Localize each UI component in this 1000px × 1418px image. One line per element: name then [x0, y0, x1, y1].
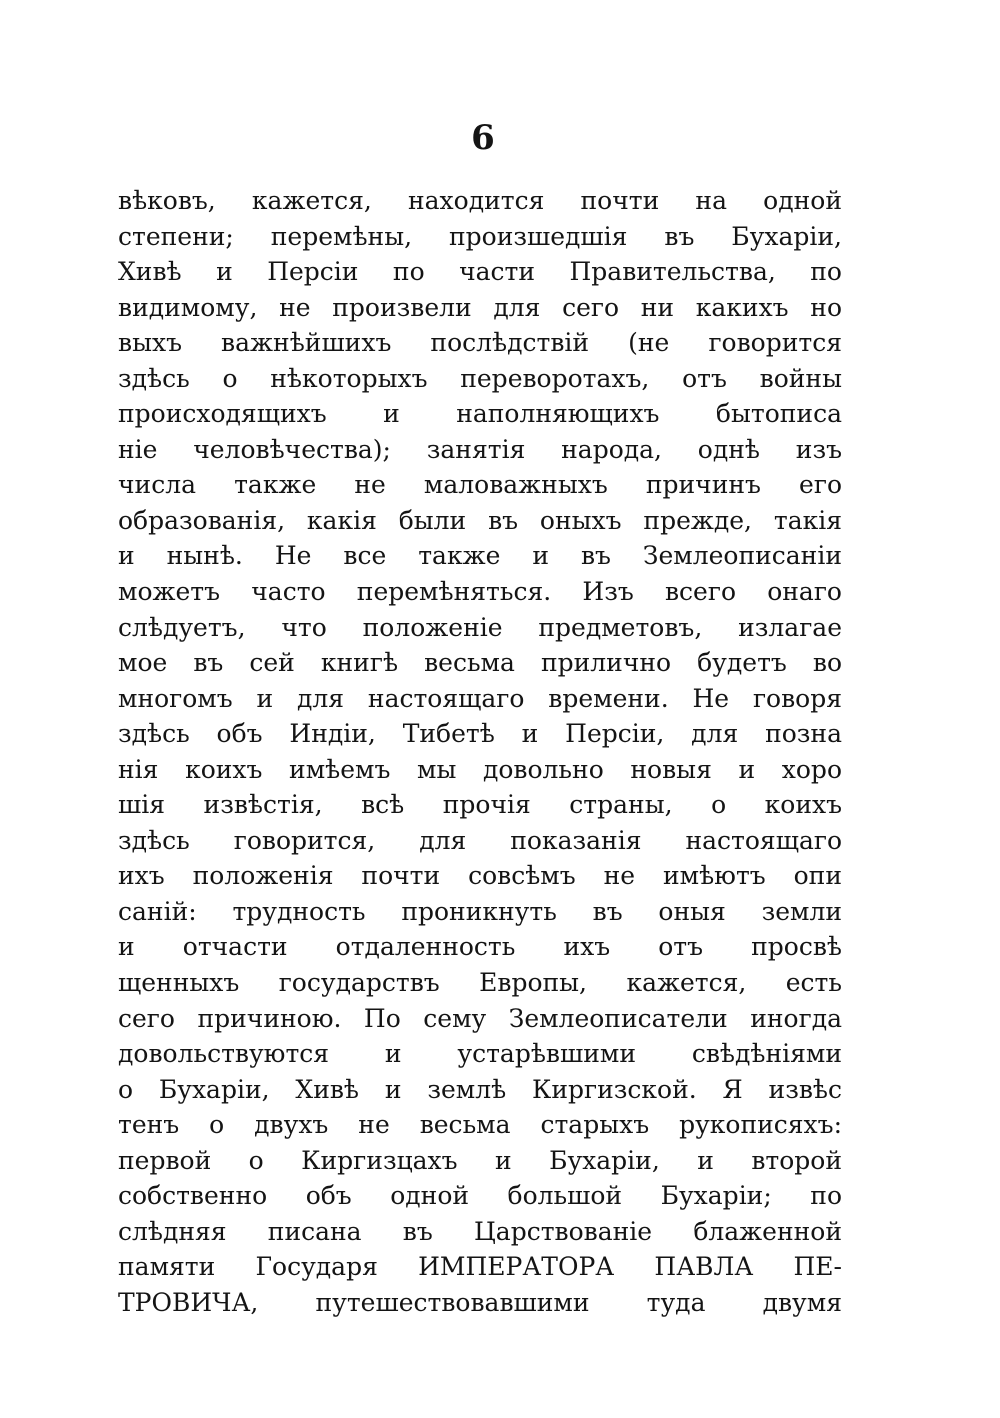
text-line: образованія, какія были въ оныхъ прежде, такія	[118, 505, 842, 535]
text-line: ТРОВИЧА, путешествовавшими туда двумя	[118, 1287, 842, 1317]
text-line: и нынѣ. Не все также и въ Землеописаніи	[118, 541, 842, 571]
text-line: саній: трудность проникнуть въ оныя земли	[118, 896, 842, 926]
text-line: числа также не маловажныхъ причинъ его	[118, 470, 842, 500]
text-line: тенъ о двухъ не весьма старыхъ рукописяхъ:	[118, 1110, 842, 1140]
text-line: можетъ часто перемѣняться. Изъ всего онаго	[118, 577, 842, 607]
text-line: степени; перемѣны, произшедшія въ Бухаріи,	[118, 221, 842, 251]
text-line: памяти Государя ИМПЕРАТОРА ПАВЛА ПЕ-	[118, 1252, 842, 1282]
text-line: вѣковъ, кажется, находится почти на одной	[118, 186, 842, 215]
text-line: шія извѣстія, всѣ прочія страны, о коихъ	[118, 790, 842, 820]
text-line: и отчасти отдаленность ихъ отъ просвѣ	[118, 932, 842, 962]
text-line: происходящихъ и наполняющихъ бытописа	[118, 399, 842, 429]
text-line: ихъ положенія почти совсѣмъ не имѣютъ опи	[118, 861, 842, 891]
text-line: видимому, не произвели для сего ни какихъ но	[118, 292, 842, 322]
text-line: выхъ важнѣйшихъ послѣдствій (не говорится	[118, 328, 842, 358]
text-line: собственно объ одной большой Бухаріи; по	[118, 1181, 842, 1211]
text-line: здѣсь говорится, для показанія настоящаго	[118, 825, 842, 855]
text-line: довольствуются и устарѣвшими свѣдѣніями	[118, 1039, 842, 1069]
text-line: ніе человѣчества); занятія народа, однѣ изъ	[118, 434, 842, 464]
text-line: мое въ сей книгѣ весьма прилично будетъ во	[118, 648, 842, 678]
text-line: Хивѣ и Персіи по части Правительства, по	[118, 257, 842, 287]
text-line: нія коихъ имѣемъ мы довольно новыя и хоро	[118, 754, 842, 784]
text-line: щенныхъ государствъ Европы, кажется, есть	[118, 968, 842, 998]
text-line: здѣсь объ Индіи, Тибетѣ и Персіи, для позна	[118, 719, 842, 749]
text-line: многомъ и для настоящаго времени. Не говоря	[118, 683, 842, 713]
text-line: первой о Киргизцахъ и Бухаріи, и второй	[118, 1145, 842, 1175]
text-line: слѣдуетъ, что положеніе предметовъ, излагае	[118, 612, 842, 642]
text-line: здѣсь о нѣкоторыхъ переворотахъ, отъ войны	[118, 363, 842, 393]
text-line: о Бухаріи, Хивѣ и землѣ Киргизской. Я извѣс	[118, 1074, 842, 1104]
text-line: слѣдняя писана въ Царствованіе блаженной	[118, 1216, 842, 1246]
text-line: сего причиною. По сему Землеописатели иногда	[118, 1003, 842, 1033]
page-number: 6	[471, 118, 495, 158]
body-text	[118, 183, 842, 1321]
